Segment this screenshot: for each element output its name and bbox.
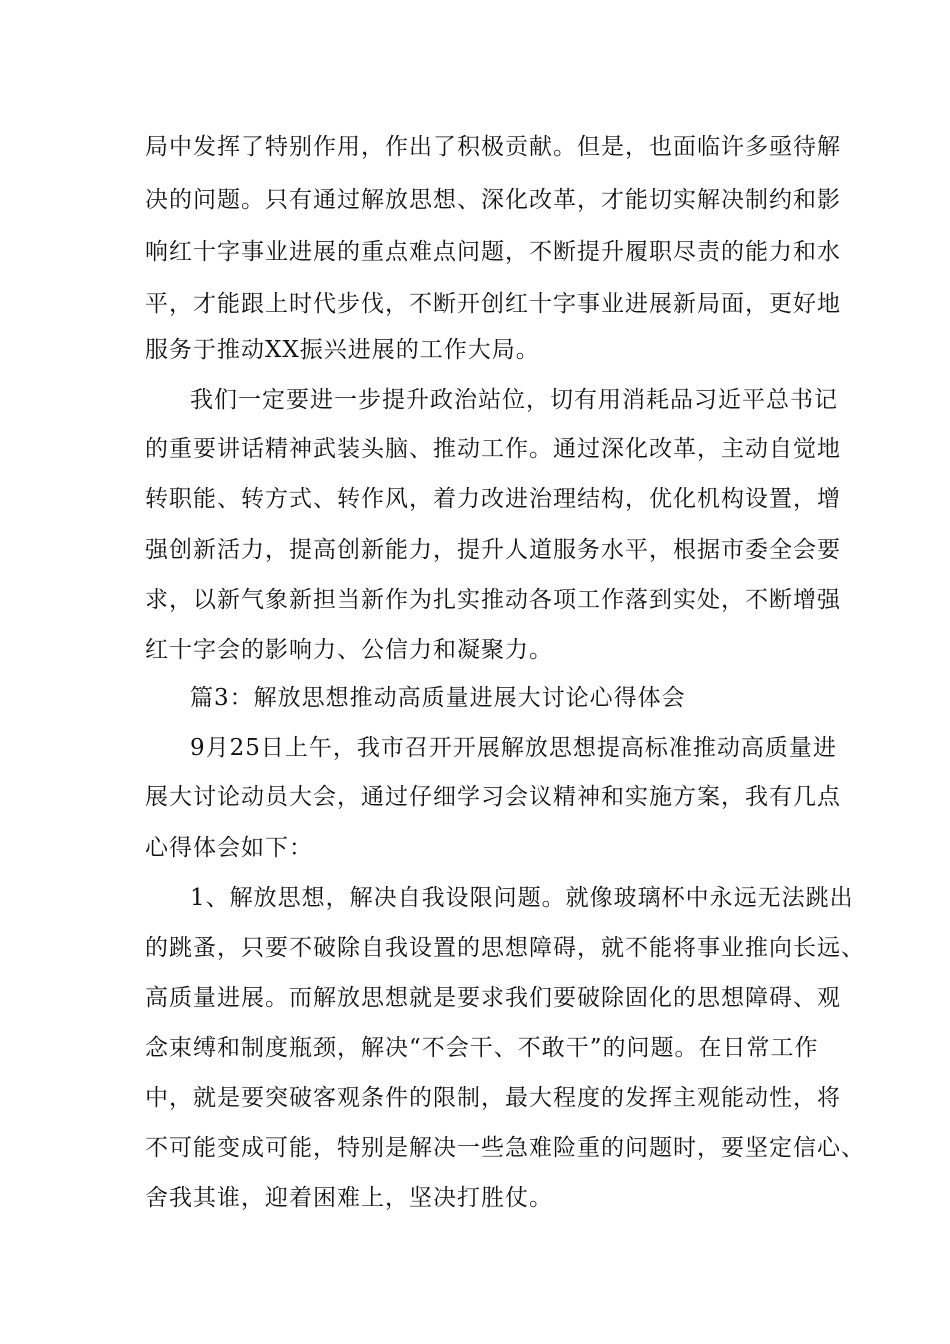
text-line: 中，就是要突破客观条件的限制，最大程度的发挥主观能动性，将 xyxy=(145,1085,841,1111)
text-line: 转职能、转方式、转作风，着力改进治理结构，优化机构设置，增 xyxy=(145,486,841,512)
text-line: 局中发挥了特别作用，作出了积极贡献。但是，也面临许多亟待解 xyxy=(145,134,841,160)
text-line: 服务于推动XX振兴进展的工作大局。 xyxy=(145,337,540,363)
text-line: 不可能变成可能，特别是解决一些急难险重的问题时，要坚定信心、 xyxy=(145,1135,865,1161)
paragraph-first-line: 9月25日上午，我市召开开展解放思想提高标准推动高质量进 xyxy=(190,735,837,761)
paragraph-first-line: 我们一定要进一步提升政治站位，切有用消耗品习近平总书记 xyxy=(190,387,838,413)
section-heading: 篇3：解放思想推动高质量进展大讨论心得体会 xyxy=(190,685,686,711)
text-line: 展大讨论动员大会，通过仔细学习会议精神和实施方案，我有几点 xyxy=(145,784,841,810)
text-line: 决的问题。只有通过解放思想、深化改革，才能切实解决制约和影 xyxy=(145,187,841,213)
text-line: 念束缚和制度瓶颈，解决“不会干、不敢干”的问题。在日常工作 xyxy=(145,1035,819,1061)
text-line: 求，以新气象新担当新作为扎实推动各项工作落到实处，不断增强 xyxy=(145,587,841,613)
text-line: 强创新活力，提高创新能力，提升人道服务水平，根据市委全会要 xyxy=(145,537,841,563)
text-line: 高质量进展。而解放思想就是要求我们要破除固化的思想障碍、观 xyxy=(145,985,841,1011)
text-line: 心得体会如下： xyxy=(145,835,313,861)
text-line: 平，才能跟上时代步伐，不断开创红十字事业进展新局面，更好地 xyxy=(145,291,841,317)
text-line: 的重要讲话精神武装头脑、推动工作。通过深化改革，主动自觉地 xyxy=(145,436,841,462)
text-line: 舍我其谁，迎着困难上，坚决打胜仗。 xyxy=(145,1185,553,1211)
text-line: 响红十字事业进展的重点难点问题，不断提升履职尽责的能力和水 xyxy=(145,239,841,265)
text-line: 的跳蚤，只要不破除自我设置的思想障碍，就不能将事业推向长远、 xyxy=(145,935,865,961)
paragraph-first-line: 1、解放思想，解决自我设限问题。就像玻璃杯中永远无法跳出 xyxy=(190,885,854,911)
text-line: 红十字会的影响力、公信力和凝聚力。 xyxy=(145,637,553,663)
